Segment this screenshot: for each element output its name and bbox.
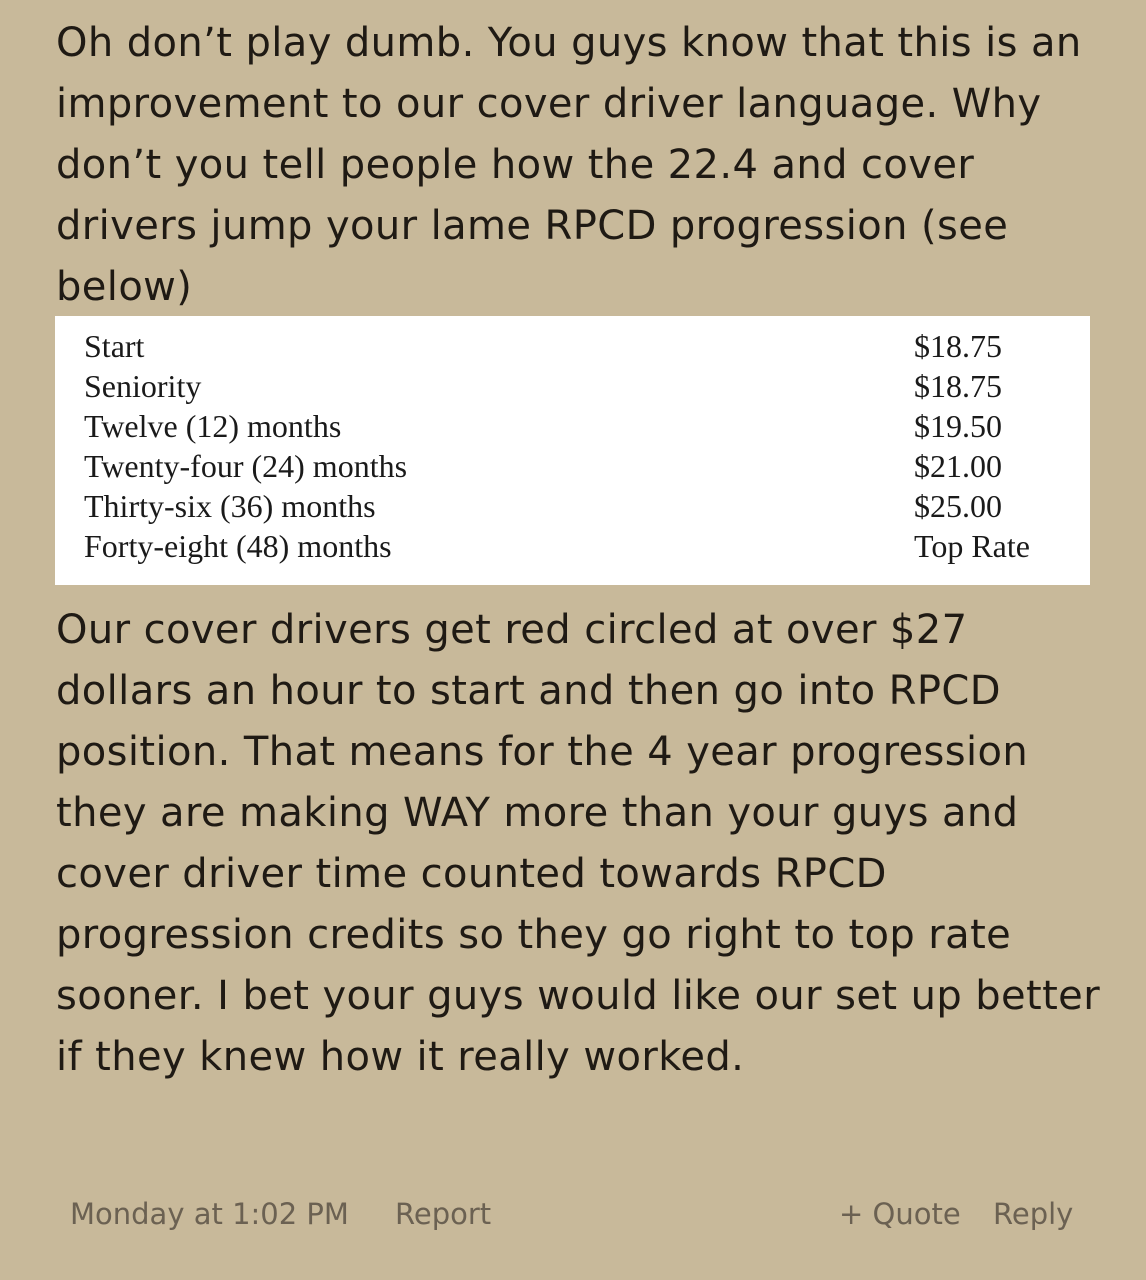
table-row: [84, 326, 1064, 366]
post-timestamp[interactable]: Monday at 1:02 PM: [70, 1197, 349, 1231]
post-paragraph-intro: Oh don’t play dumb. You guys know that this is an improvement to our cover driver language. Why don’t you tell people how the 22.4 and cover drivers jump your lame RPCD progression (see below): [56, 20, 1082, 310]
rate-step-label: Twenty-four (24) months: [84, 448, 408, 484]
rate-step-label: Twelve (12) months: [84, 408, 342, 444]
rate-step-value: Top Rate: [914, 528, 1030, 564]
rate-table-image: [55, 316, 1090, 585]
table-row: [84, 486, 1064, 526]
rate-table: [84, 326, 1064, 566]
post-footer: [0, 1192, 1146, 1236]
rate-step-value: $19.50: [914, 408, 1002, 444]
post-paragraph-reply: Our cover drivers get red circled at over $27 dollars an hour to start and then go into RPCD position. That means for the 4 year progression they are making WAY more than your guys and cover driver time counted towards RPCD progression credits so they go right to top rate sooner. I bet your guys would like our set up better if they knew how it really worked.: [56, 607, 1101, 1080]
rate-step-label: Seniority: [84, 368, 202, 404]
rate-step-value: $18.75: [914, 328, 1002, 364]
table-row: [84, 406, 1064, 446]
table-row: [84, 446, 1064, 486]
report-link[interactable]: Report: [395, 1197, 492, 1231]
table-row: [84, 526, 1064, 566]
rate-step-label: Thirty-six (36) months: [84, 488, 376, 524]
rate-step-value: $25.00: [914, 488, 1002, 524]
rate-step-value: $21.00: [914, 448, 1002, 484]
reply-button[interactable]: Reply: [993, 1197, 1074, 1231]
rate-step-value: $18.75: [914, 368, 1002, 404]
rate-step-label: Start: [84, 328, 145, 364]
table-row: [84, 366, 1064, 406]
quote-button[interactable]: + Quote: [839, 1197, 961, 1231]
rate-step-label: Forty-eight (48) months: [84, 528, 392, 564]
